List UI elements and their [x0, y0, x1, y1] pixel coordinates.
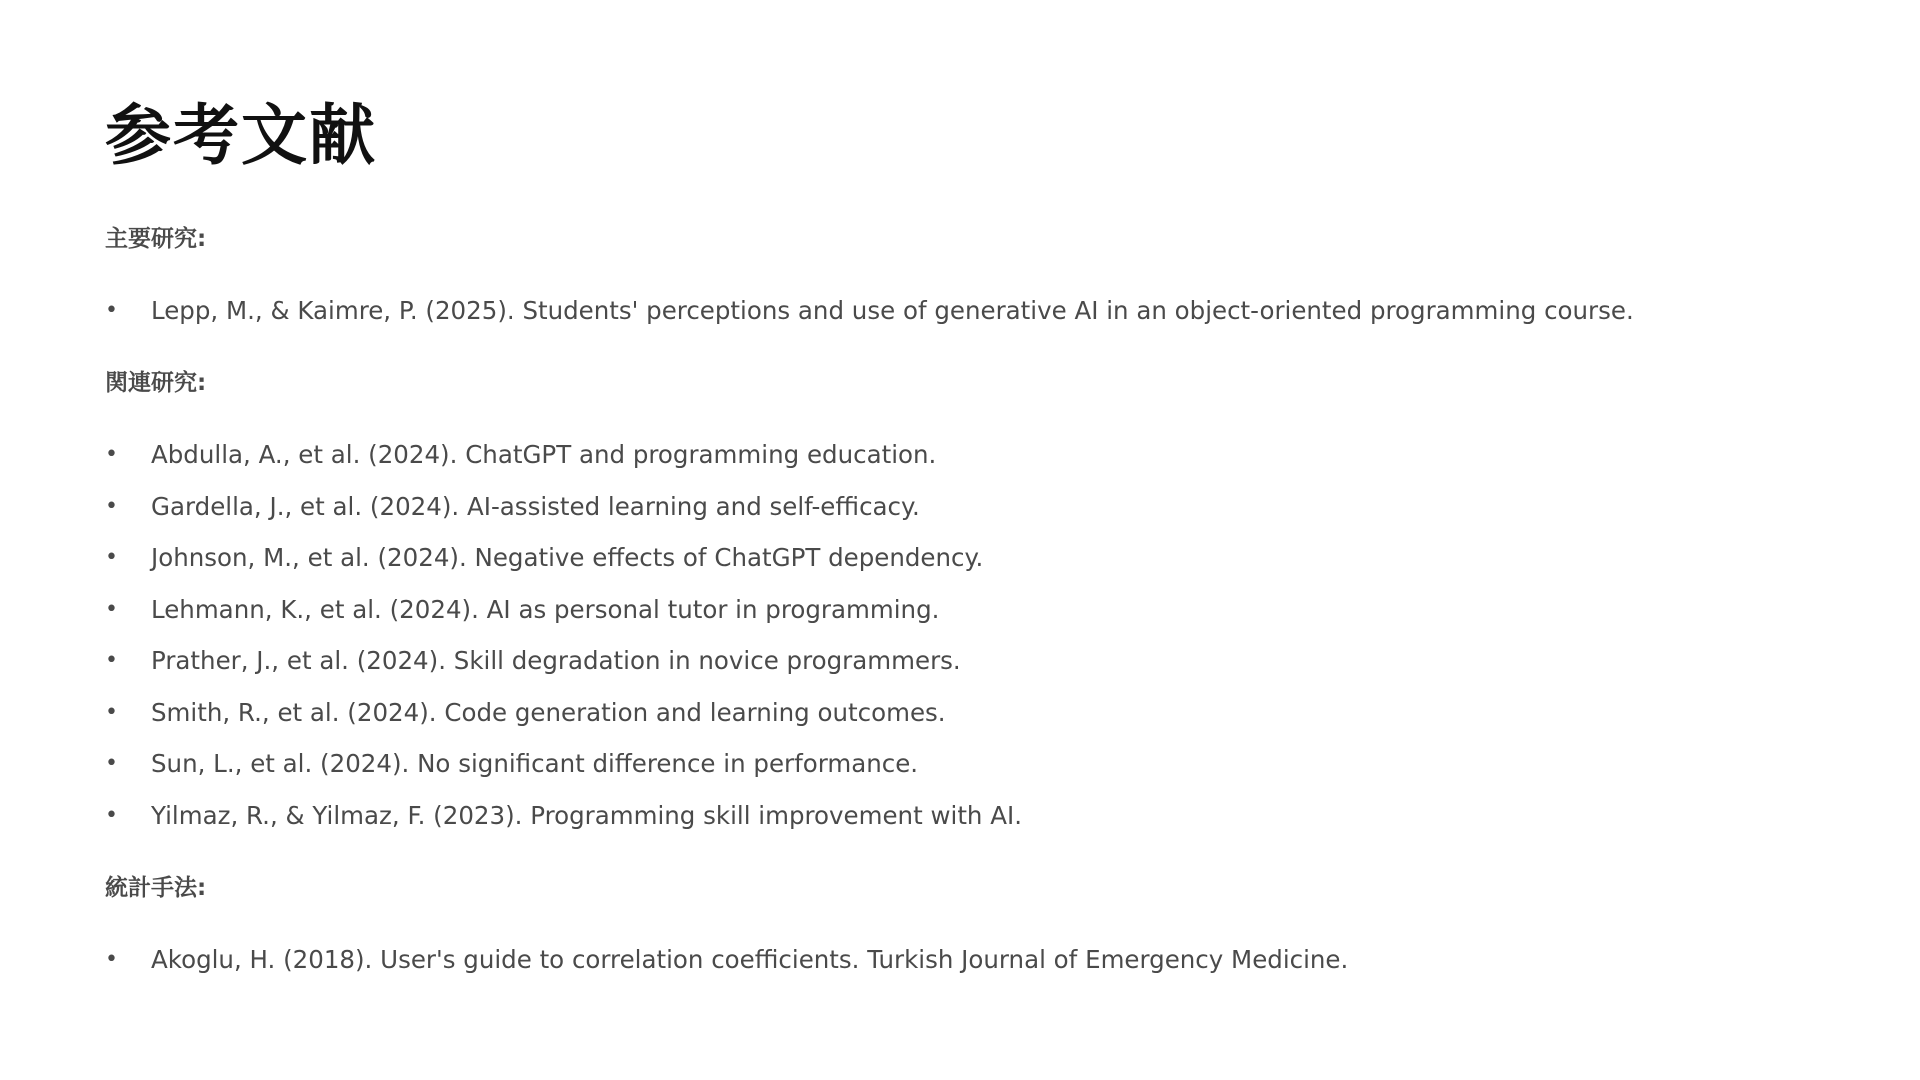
reference-item	[105, 945, 1920, 975]
bullet-icon: •	[105, 493, 118, 519]
reference-item	[105, 698, 1920, 728]
reference-item	[105, 296, 1920, 326]
reference-text: Smith, R., et al. (2024). Code generation and learning outcomes.	[151, 697, 946, 727]
reference-text: Lehmann, K., et al. (2024). AI as personal tutor in programming.	[151, 594, 940, 624]
reference-item	[105, 646, 1920, 676]
bullet-icon: •	[105, 442, 118, 467]
bullet-icon: •	[105, 802, 118, 828]
reference-item	[105, 749, 1920, 779]
section-primary-studies	[105, 224, 1920, 326]
reference-item	[105, 543, 1920, 573]
section-related-studies	[105, 368, 1920, 831]
bullet-icon: •	[105, 648, 118, 673]
bullet-icon: •	[105, 596, 118, 622]
reference-item	[105, 801, 1920, 831]
bullet-icon: •	[105, 699, 118, 725]
bullet-icon: •	[105, 545, 118, 570]
slide-title: 参考文献	[105, 97, 377, 174]
section-heading: 統計手法:	[105, 874, 207, 901]
reference-list	[105, 296, 1920, 326]
section-statistical-methods	[105, 873, 1920, 975]
reference-list	[105, 945, 1920, 975]
reference-text: Sun, L., et al. (2024). No significant difference in performance.	[151, 749, 919, 778]
reference-text: Prather, J., et al. (2024). Skill degradation in novice programmers.	[151, 646, 961, 675]
bullet-icon: •	[105, 298, 118, 323]
reference-item	[105, 492, 1920, 522]
section-heading: 主要研究:	[105, 226, 207, 252]
reference-text: Akoglu, H. (2018). User's guide to correlation coefficients. Turkish Journal of Emergency Medicine.	[151, 944, 1349, 974]
reference-list	[105, 440, 1920, 831]
section-heading: 関連研究:	[105, 370, 207, 396]
reference-text: Lepp, M., & Kaimre, P. (2025). Students' perceptions and use of generative AI in an object-oriented programming course.	[151, 296, 1634, 325]
reference-text: Gardella, J., et al. (2024). AI-assisted learning and self-efficacy.	[151, 491, 920, 521]
reference-text: Abdulla, A., et al. (2024). ChatGPT and programming education.	[151, 440, 937, 469]
reference-text: Yilmaz, R., & Yilmaz, F. (2023). Programming skill improvement with AI.	[151, 800, 1023, 830]
bullet-icon: •	[105, 751, 118, 776]
reference-item	[105, 595, 1920, 625]
reference-text: Johnson, M., et al. (2024). Negative effects of ChatGPT dependency.	[151, 543, 984, 572]
bullet-icon: •	[105, 946, 118, 972]
reference-item	[105, 440, 1920, 470]
